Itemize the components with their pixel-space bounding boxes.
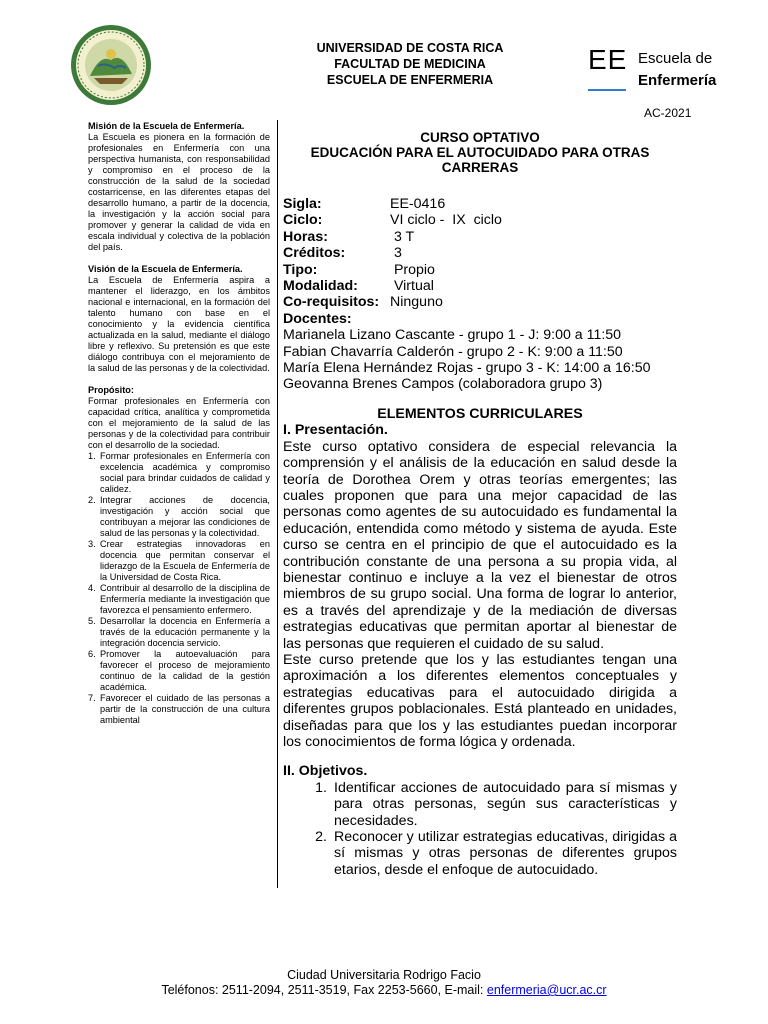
- purpose-item: 7. Favorecer el cuidado de las personas a partir de la construcción de una cultura ambiental: [88, 693, 270, 725]
- main-content: [283, 130, 677, 878]
- sidebar: [88, 121, 270, 726]
- purpose-item: 4. Contribuir al desarrollo de la disciplina de Enfermería mediante la investigación que favorezca el pensamiento enfermero.: [88, 583, 270, 615]
- page-footer: [0, 968, 768, 998]
- purpose-list: [88, 451, 270, 726]
- mission-text: La Escuela es pionera en la formación de profesionales en Enfermería con una perspectiva humanista, con responsabilidad y compromiso en el proceso de la construcción de la salud de la sociedad costarricense, en las diferentes etapas del desarrollo humano, a partir de la docencia, la investigación y la acción social para promover y generar la calidad de vida en escala individual y colectiva de la población del país.: [88, 132, 270, 252]
- footer-email-link[interactable]: enfermeria@ucr.ac.cr: [486, 983, 607, 997]
- docente-item: María Elena Hernández Rojas - grupo 3 - K: 14:00 a 16:50: [283, 360, 651, 377]
- presentation-title: I. Presentación.: [283, 422, 388, 439]
- university-seal-icon: [70, 24, 152, 106]
- logo-line1: Escuela de: [638, 50, 713, 67]
- curricular-heading: ELEMENTOS CURRICULARES: [377, 405, 583, 422]
- logo-underline: [588, 89, 626, 91]
- presentation-paragraph: Este curso pretende que los y las estudiantes tengan una aproximación a los diferentes elementos conceptuales y estrategias educativas para el autocuidado dirigida a diferentes grupos poblacionales. Está planteado en unidades, diseñadas para que los y las estudiantes puedan incorporar los conocimientos de forma lógica y ordenada.: [283, 651, 677, 750]
- course-fields: [283, 196, 677, 393]
- docente-item: Fabian Chavarría Calderón - grupo 2 - K: 9:00 a 11:50: [283, 343, 623, 360]
- course-title: [283, 130, 677, 175]
- purpose-item: 1. Formar profesionales en Enfermería con excelencia académica y compromiso social para brindar cuidados de calidad y calidez.: [88, 451, 270, 494]
- document-code: AC-2021: [644, 106, 692, 120]
- field-row: Créditos: 3: [283, 245, 402, 262]
- field-row: Modalidad: Virtual: [283, 278, 434, 295]
- field-row: Co-requisitos: Ninguno: [283, 294, 443, 311]
- field-row: Tipo: Propio: [283, 261, 435, 278]
- purpose-item: 6. Promover la autoevaluación para favorecer el proceso de mejoramiento continuo de la calidad de la gestión académica.: [88, 649, 270, 692]
- faculty-name: FACULTAD DE MEDICINA: [334, 57, 486, 71]
- school-logo: [588, 44, 768, 94]
- footer-address: Ciudad Universitaria Rodrigo Facio: [287, 968, 481, 982]
- docentes-label: Docentes:: [283, 310, 352, 327]
- purpose-item: 2. Integrar acciones de docencia, investigación y acción social que contribuyan a mejorar las condiciones de salud de las personas y la colectividad.: [88, 495, 270, 538]
- course-name: EDUCACIÓN PARA EL AUTOCUIDADO PARA OTRAS: [310, 145, 650, 160]
- field-row: Ciclo: VI ciclo - IX ciclo: [283, 212, 502, 229]
- university-header: [260, 40, 560, 88]
- purpose-text: Formar profesionales en Enfermería con capacidad crítica, analítica y comprometida con el mejoramiento de la salud de las personas y de la colectividad para contribuir con el desarrollo de la sociedad.: [88, 396, 270, 450]
- course-name-cont: CARRERAS: [441, 160, 519, 175]
- field-row: Sigla: EE-0416: [283, 196, 446, 212]
- objective-item: 1. Identificar acciones de autocuidado para sí mismas y para otras personas, según sus características y necesidades.: [315, 779, 677, 829]
- school-name: ESCUELA DE ENFERMERIA: [326, 73, 494, 87]
- docente-item: Geovanna Brenes Campos (colaboradora grupo 3): [283, 376, 603, 393]
- objective-item: 2. Reconocer y utilizar estrategias educativas, dirigidas a sí mismas y otras personas de diferentes grupos etarios, desde el enfoque de autocuidado.: [315, 829, 677, 878]
- purpose-item: 3. Crear estrategias innovadoras en docencia que permitan conservar el liderazgo de la Escuela de Enfermería de la Universidad de Costa Rica.: [88, 539, 270, 582]
- field-row: Horas: 3 T: [283, 228, 415, 245]
- course-type: CURSO OPTATIVO: [420, 130, 540, 145]
- logo-line2: Enfermería: [638, 72, 717, 89]
- objectives-title: II. Objetivos.: [283, 763, 368, 780]
- vision-text: La Escuela de Enfermería aspira a mantener el liderazgo, en los ámbitos nacional e internacional, en la formación del talento humano con base en el conocimiento y la evidencia científica actualizada en la salud, mediante el diálogo libre y reflexivo. Su pretensión es que este diálogo contribuya con el mejoramiento de la salud de las personas y de la colectividad.: [88, 275, 270, 373]
- objectives-list: [283, 780, 677, 878]
- presentation-paragraph: Este curso optativo considera de especial relevancia la comprensión y el análisis de la educación en salud desde la teoría de Dorothea Orem y otras teorías emergentes; las cuales proponen que para una mejor capacidad de las personas como agentes de su autocuidado es fundamental la educación, entendida como método y sistema de ayuda. Este curso se centra en el principio de que el autocuidado es la contribución constante de una persona a su propia vida, al bienestar continuo e incluye a la vez el bienestar de otros miembros de su grupo social. Una forma de lograr lo anterior, es a través del aprendizaje y de la mediación de diversas estrategias educativas que permitan aportar al bienestar de las personas que requieren el cuidado de su salud.: [283, 438, 677, 652]
- purpose-item: 5. Desarrollar la docencia en Enfermería a través de la educación permanente y la integración docencia servicio.: [88, 616, 270, 648]
- docente-item: Marianela Lizano Cascante - grupo 1 - J: 9:00 a 11:50: [283, 327, 622, 344]
- vision-title: Visión de la Escuela de Enfermería.: [88, 264, 243, 274]
- column-divider: [277, 120, 278, 888]
- logo-abbr: EE: [588, 44, 628, 75]
- purpose-title: Propósito:: [88, 385, 134, 395]
- mission-title: Misión de la Escuela de Enfermería.: [88, 121, 245, 131]
- footer-contact: Teléfonos: 2511-2094, 2511-3519, Fax 2253-5660, E-mail: enfermeria@ucr.ac.cr: [161, 983, 607, 997]
- university-name: UNIVERSIDAD DE COSTA RICA: [316, 41, 504, 55]
